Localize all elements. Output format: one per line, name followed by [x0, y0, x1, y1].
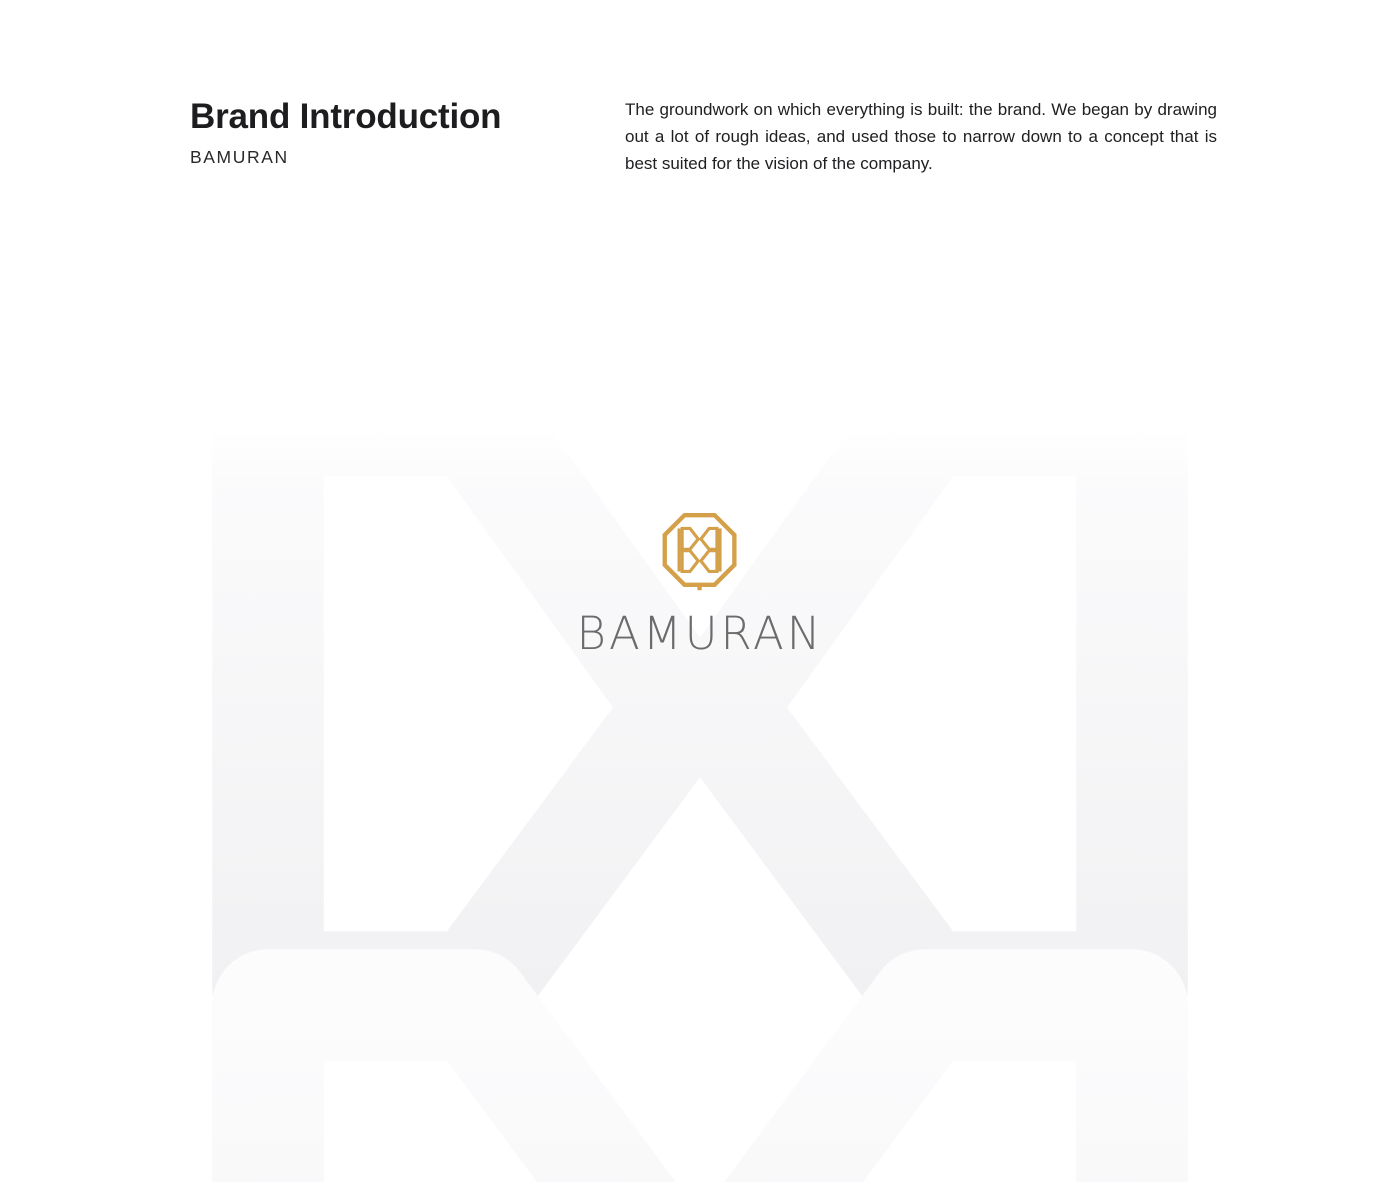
monogram-right-b [701, 528, 720, 571]
section-header [190, 96, 501, 168]
brand-subtitle: BAMURAN [190, 147, 289, 167]
brand-wordmark: BAMURAN [576, 607, 824, 660]
watermark-right-b-bottom-lobe [718, 1005, 1132, 1182]
octagon-outline [665, 515, 735, 585]
brand-logo [576, 509, 824, 660]
intro-paragraph: The groundwork on which everything is built: the brand. We began by drawing out a lot of rough ideas, and used those to narrow down to a concept that is best suited for the vision of the company. [625, 100, 1217, 173]
monogram-left-b [680, 528, 699, 571]
bamuran-monogram-icon [659, 509, 741, 595]
watermark-left-b-bottom-lobe [268, 1005, 682, 1182]
watermark-top-fade [0, 428, 1400, 483]
page-title: Brand Introduction [190, 97, 502, 136]
